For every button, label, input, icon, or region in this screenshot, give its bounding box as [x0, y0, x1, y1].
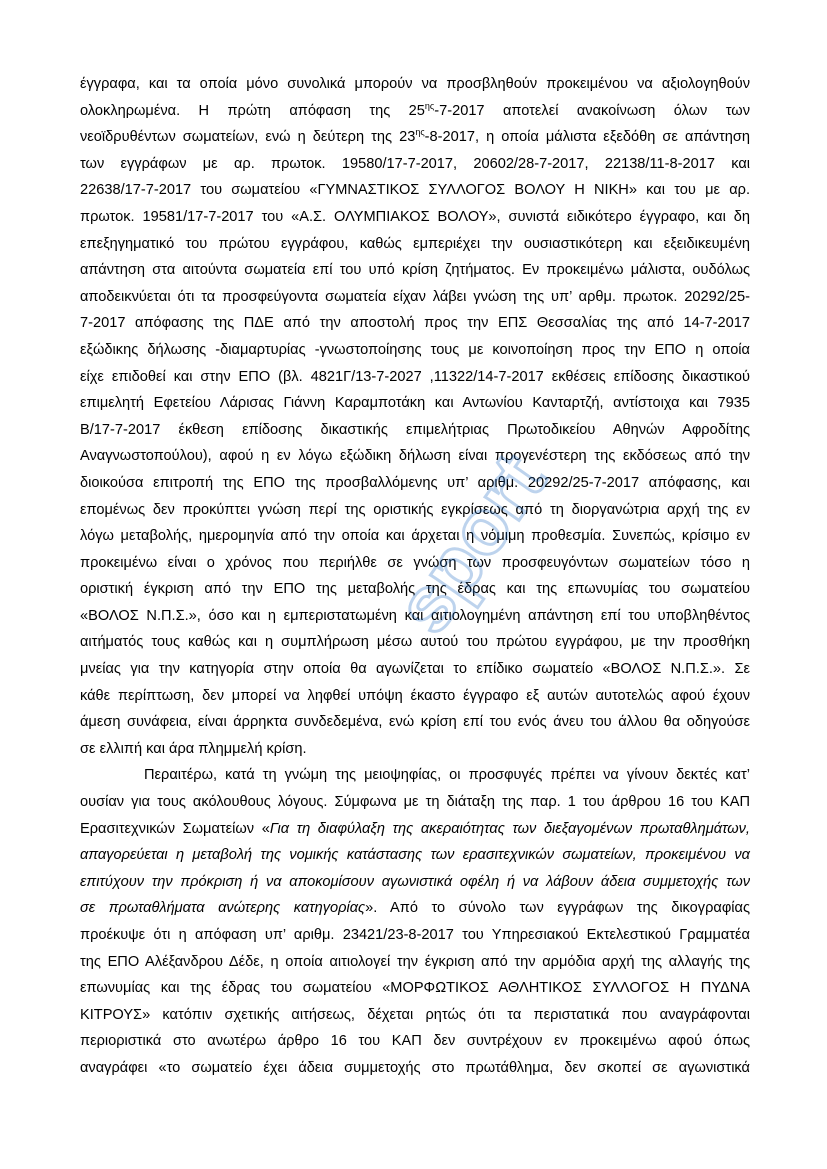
text-segment: απάντηση στα αιτούντα σωματεία επί του υπό κρίση ζητήματος. Εν προκειμένω μάλιστα, ουδόλως	[80, 262, 750, 279]
text-segment: Περαιτέρω, κατά τη γνώμη της μειοψηφίας, οι προσφυγές πρέπει να γίνουν δεκτές κατ’	[144, 767, 750, 784]
text-line	[80, 816, 750, 843]
text-segment: ουσίαν για τους ακόλουθους λόγους. Σύμφωνα με τη διάταξη της παρ. 1 του άρθρου 16 του ΚΑΠ	[80, 794, 750, 811]
text-line	[80, 895, 750, 922]
text-line	[80, 629, 750, 656]
text-segment: οριστική έγκριση από την ΕΠΟ της μεταβολής της έδρας και της επωνυμίας του σωματείου	[80, 581, 750, 598]
text-line	[80, 124, 750, 151]
superscript: ης	[415, 127, 425, 138]
text-line	[80, 709, 750, 736]
text-segment: «ΒΟΛΟΣ Ν.Π.Σ.», όσο και η εμπεριστατωμένη και αιτιολογημένη απάντηση επί του υποβληθέντος	[80, 607, 750, 624]
text-line	[80, 470, 750, 497]
text-line	[80, 390, 750, 417]
text-line	[80, 337, 750, 364]
text-segment: λόγω μεταβολής, ημερομηνία από την οποία και άρχεται η νόμιμη προθεσμία. Συνεπώς, κρίσιμο εν	[80, 528, 750, 545]
text-segment: προέκυψε ότι η απόφαση υπ’ αριθμ. 23421/23-8-2017 του Υπηρεσιακού Εκτελεστικού Γραμματέα	[80, 927, 750, 943]
text-line	[80, 736, 750, 763]
text-segment: Για τη διαφύλαξη της ακεραιότητας των διεξαγομένων πρωταθλημάτων,	[269, 820, 750, 837]
text-segment: σε ελλιπή και άρα πλημμελή κρίση.	[80, 740, 307, 757]
text-segment: μνείας για την κατηγορία στην οποία θα αγωνίζεται το επίδικο σωματείο «ΒΟΛΟΣ Ν.Π.Σ.». Σε	[80, 661, 750, 678]
text-segment: άμεση συνάφεια, είναι άρρηκτα συνδεδεμένα, ενώ κρίση επί του ενός άνευ του άλλου θα οδηγούσε	[80, 714, 750, 731]
text-line	[80, 975, 750, 1002]
text-line	[80, 257, 750, 284]
text-segment: επιτύχουν την πρόκριση ή να αποκομίσουν αγωνιστικά οφέλη ή να λάβουν άδεια συμμετοχής των	[80, 873, 750, 890]
text-line	[80, 443, 750, 470]
text-line	[80, 284, 750, 311]
text-segment: νεοϊδρυθέντων σωματείων, ενώ η δεύτερη της 23	[80, 129, 416, 146]
text-line	[80, 550, 750, 577]
text-segment: σε πρωταθλήματα ανώτερης κατηγορίας	[80, 900, 366, 917]
text-line	[80, 949, 750, 976]
text-line	[80, 177, 750, 204]
text-segment: προκειμένω είναι ο χρόνος που περιήλθε σε γνώση των προσφευγόντων σωματείων τόσο η	[80, 554, 750, 571]
text-line	[80, 656, 750, 683]
text-segment: -8-2017, η οποία μάλιστα εξεδόθη σε απάντηση	[424, 129, 750, 146]
text-segment: είχε επιδοθεί και στην ΕΠΟ (βλ. 4821Γ/13-7-2027 ,11322/14-7-2017 εκθέσεις επίδοσης δικαστικού	[80, 368, 750, 385]
text-segment: της ΕΠΟ Αλέξανδρου Δέδε, η οποία αιτιολογεί την έγκριση από την αρμόδια αρχή της αλλαγής της	[80, 953, 750, 970]
text-line	[80, 762, 750, 789]
text-line	[80, 576, 750, 603]
text-line	[80, 1002, 750, 1029]
text-segment: πρωτοκ. 19581/17-7-2017 του «Α.Σ. ΟΛΥΜΠΙΑΚΟΣ ΒΟΛΟΥ», συνιστά ειδικότερο έγγραφο, και δη	[80, 208, 750, 225]
text-line	[80, 603, 750, 630]
text-segment: των εγγράφων με αρ. πρωτοκ. 19580/17-7-2017, 20602/28-7-2017, 22138/11-8-2017 και	[80, 155, 750, 172]
text-line	[80, 922, 750, 949]
text-line	[80, 789, 750, 816]
text-segment: επεξηγηματικό του πρώτου εγγράφου, καθώς εμπεριέχει την ουσιαστικότερη και εξειδικευμένη	[80, 235, 750, 252]
text-line	[80, 523, 750, 550]
text-segment: 22638/17-7-2017 του σωματείου «ΓΥΜΝΑΣΤΙΚΟΣ ΣΥΛΛΟΓΟΣ ΒΟΛΟΥ Η ΝΙΚΗ» και του με αρ.	[80, 182, 750, 199]
text-segment: -7-2017 αποτελεί ανακοίνωση όλων των	[434, 102, 750, 119]
text-line	[80, 151, 750, 178]
text-segment: περιοριστικά στο ανωτέρω άρθρο 16 του ΚΑΠ δεν συντρέχουν εν προκειμένω αφού όπως	[80, 1033, 750, 1050]
text-line	[80, 1055, 750, 1082]
text-segment: ». Από το σύνολο των εγγράφων της δικογραφίας	[365, 900, 751, 917]
text-segment: επιμελητή Εφετείου Λάρισας Γιάννη Καραμποτάκη και Αντωνίου Κανταρτζή, αντίστοιχα και 7935	[80, 395, 750, 412]
document-body	[80, 71, 750, 1082]
text-line	[80, 204, 750, 231]
text-segment: Ερασιτεχνικών Σωματείων «	[80, 820, 270, 837]
text-segment: επομένως δεν προκύπτει γνώση περί της οριστικής εγκρίσεως από τη διοργανώτρια αρχή της εν	[80, 501, 750, 518]
text-line	[80, 98, 750, 125]
text-segment: επωνυμίας και της έδρας του σωματείου «ΜΟΡΦΩΤΙΚΟΣ ΑΘΛΗΤΙΚΟΣ ΣΥΛΛΟΓΟΣ Η ΠΥΔΝΑ	[80, 980, 750, 997]
text-segment: αιτήματός τους καθώς και η συμπλήρωση μέσω αυτού του πρώτου εγγράφου, με την προσθήκη	[80, 634, 750, 651]
text-line	[80, 310, 750, 337]
text-line	[80, 71, 750, 98]
text-segment: αποδεικνύεται ότι τα προσφεύγοντα σωματεία είχαν λάβει γνώση της υπ’ αρθμ. πρωτοκ. 20292/25-	[80, 288, 750, 305]
text-line	[80, 497, 750, 524]
text-segment: 7-2017 απόφασης της ΠΔΕ από την αποστολή προς την ΕΠΣ Θεσσαλίας της από 14-7-2017	[80, 315, 750, 332]
text-segment: απαγορεύεται η μεταβολή της νομικής κατάστασης των ερασιτεχνικών σωματείων, προκειμένου να	[80, 847, 750, 864]
text-line	[80, 842, 750, 869]
text-segment: ΚΙΤΡΟΥΣ» κατόπιν σχετικής αιτήσεως, δέχεται ρητώς ότι τα περιστατικά που αναγράφονται	[80, 1006, 750, 1023]
text-segment: Αναγνωστοπούλου), αφού η εν λόγω εξώδικη δήλωση είναι προγενέστερη της εκδόσεως από την	[80, 448, 750, 465]
text-segment: κάθε περίπτωση, δεν μπορεί να ληφθεί υπόψη έκαστο έγγραφο εξ αυτών αυτοτελώς αφού έχουν	[80, 687, 750, 704]
superscript: ης	[424, 100, 435, 111]
text-line	[80, 683, 750, 710]
text-segment: εξώδικης δήλωσης -διαμαρτυρίας -γνωστοποίησης τους με κοινοποίηση προς την ΕΠΟ η οποία	[80, 341, 750, 358]
text-segment: ολοκληρωμένα. Η πρώτη απόφαση της 25	[80, 102, 425, 119]
text-line	[80, 417, 750, 444]
watermark-text: sport	[378, 438, 563, 649]
text-line	[80, 364, 750, 391]
text-line	[80, 231, 750, 258]
text-line	[80, 869, 750, 896]
text-segment: διοικούσα επιτροπή της ΕΠΟ της προσβαλλόμενης υπ’ αριθμ. 20292/25-7-2017 απόφασης, και	[80, 474, 750, 491]
text-segment: αναγράφει «το σωματείο έχει άδεια συμμετοχής στο πρωτάθλημα, δεν σκοπεί σε αγωνιστικά	[80, 1059, 750, 1076]
text-line	[80, 1028, 750, 1055]
text-segment: έγγραφα, και τα οποία μόνο συνολικά μπορούν να προσβληθούν προκειμένου να αξιολογηθούν	[80, 76, 750, 92]
text-segment: Β/17-7-2017 έκθεση επίδοσης δικαστικής επιμελήτριας Πρωτοδικείου Αθηνών Αφροδίτης	[80, 421, 750, 438]
